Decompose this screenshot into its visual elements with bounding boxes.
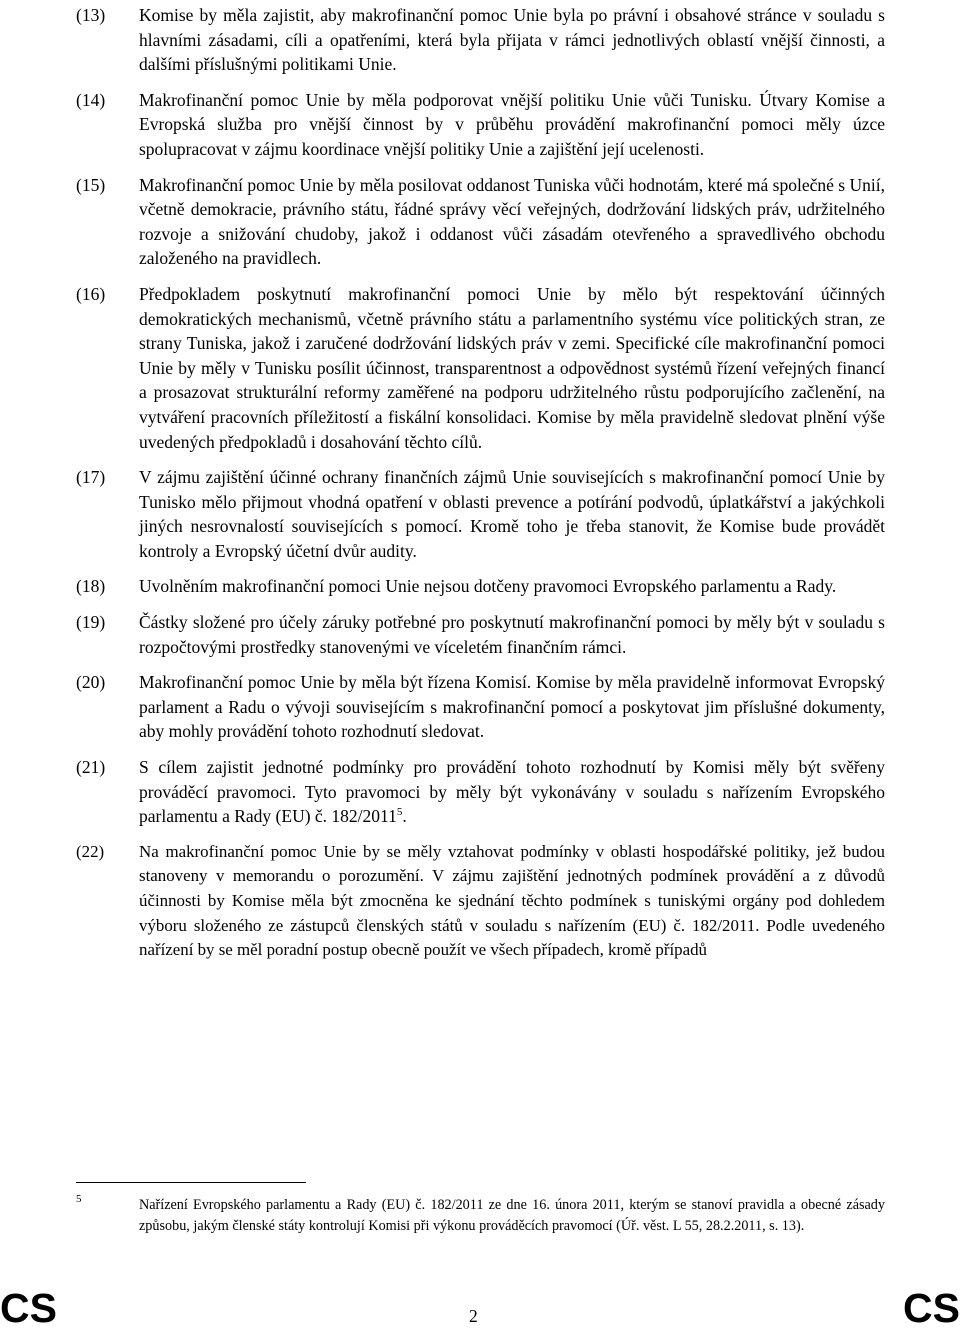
recital-number: (18) [76, 576, 106, 597]
footnote-text: Nařízení Evropského parlamentu a Rady (EU) č. 182/2011 ze dne 16. února 2011, kterým se stanoví pravidla a obecné zásady způsobu, jakým členské státy kontrolují Komisi při výkonu prováděcích pravomocí (Úř. věst. L 55, 28.2.2011, s. 13). [139, 1197, 885, 1234]
recital-number: (16) [76, 283, 106, 304]
recital-22 [0, 840, 885, 963]
language-code-right: CS [903, 1285, 960, 1331]
recital-number: (14) [76, 89, 106, 110]
recital-13 [0, 3, 885, 77]
recitals-list [0, 3, 960, 974]
recital-number: (21) [76, 757, 106, 778]
footnote-reference[interactable]: 5 [396, 806, 403, 819]
recital-16 [0, 282, 885, 454]
recital-number: (20) [76, 672, 106, 693]
recital-text: Makrofinanční pomoc Unie by měla posilovat oddanost Tuniska vůči hodnotám, které má společné s Unií, včetně demokracie, právního státu, řádné správy věcí veřejných, dodržování lidských práv, udržitelného rozvoje a snižování chudoby, jakož i oddanost vůči zásadám otevřeného a spravedlivého obchodu založeného na pravidlech. [139, 174, 885, 269]
recital-18 [0, 574, 885, 599]
recital-21 [0, 755, 885, 829]
recital-14 [0, 88, 885, 162]
recital-number: (19) [76, 612, 106, 633]
recital-text: Uvolněním makrofinanční pomoci Unie nejsou dotčeny pravomoci Evropského parlamentu a Rady. [139, 576, 837, 597]
recital-text-container [139, 755, 885, 829]
footnote [76, 1195, 885, 1237]
recital-17 [0, 465, 885, 563]
recital-text-end: . [402, 806, 407, 827]
recital-19 [0, 610, 885, 659]
recital-number: (17) [76, 467, 106, 488]
recital-number: (13) [76, 5, 106, 25]
recital-text: Makrofinanční pomoc Unie by měla podporovat vnější politiku Unie vůči Tunisku. Útvary Komise a Evropská služba pro vnější činnost by v průběhu provádění makrofinanční pomoci měly úzce spolupracovat v zájmu koordinace vnější politiky Unie a zajištění její ucelenosti. [139, 89, 885, 159]
footnote-number: 5 [76, 1193, 82, 1205]
recital-text: Makrofinanční pomoc Unie by měla být řízena Komisí. Komise by měla pravidelně informovat Evropský parlament a Radu o vývoji souvisejícím s makrofinanční pomocí a poskytovat jim příslušné dokumenty, aby mohly provádění tohoto rozhodnutí sledovat. [139, 672, 885, 742]
recital-20 [0, 670, 885, 744]
recital-number: (15) [76, 174, 106, 195]
page-number: 2 [469, 1306, 478, 1326]
language-code-left: CS [0, 1285, 57, 1331]
recital-text: Komise by měla zajistit, aby makrofinanční pomoc Unie byla po právní i obsahové stránce v souladu s hlavními zásadami, cíli a opatřeními, která byla přijata v rámci jednotlivých oblastí vnější činnosti, a dalšími příslušnými politikami Unie. [139, 5, 885, 75]
recital-number: (22) [76, 841, 105, 861]
recital-text: Na makrofinanční pomoc Unie by se měly vztahovat podmínky v oblasti hospodářské politiky, jež budou stanoveny v memorandu o porozumění. V zájmu zajištění jednotných podmínek provádění a z důvodů účinnosti by Komise měla být zmocněna ke sjednání těchto podmínek s tuniskými orgány pod dohledem výboru složeného ze zástupců členských států v souladu s nařízením (EU) č. 182/2011. Podle uvedeného nařízení by se měl poradní postup obecně použít ve všech případech, kromě případů [139, 841, 885, 960]
recital-15 [0, 173, 885, 271]
recital-text: Předpokladem poskytnutí makrofinanční pomoci Unie by mělo být respektování účinných demokratických mechanismů, včetně právního státu a parlamentního systému více politických stran, ze strany Tuniska, jakož i zaručené dodržování lidských práv v zemi. Specifické cíle makrofinanční pomoci Unie by měly v Tunisku posílit účinnost, transparentnost a odpovědnost systémů řízení veřejných financí a prosazovat strukturální reformy zaměřené na podporu udržitelného růstu podporujícího začlenění, na vytváření pracovních příležitostí a fiskální konsolidaci. Komise by měla pravidelně sledovat plnění výše uvedených předpokladů i dosahování těchto cílů. [139, 283, 885, 452]
recital-text: V zájmu zajištění účinné ochrany finančních zájmů Unie souvisejících s makrofinanční pomocí Unie by Tunisko mělo přijmout vhodná opatření v oblasti prevence a potírání podvodů, úplatkářství a jakýchkoli jiných nesrovnalostí souvisejících s pomocí. Kromě toho je třeba stanovit, že Komise bude provádět kontroly a Evropský účetní dvůr audity. [139, 467, 885, 561]
footnote-divider [76, 1182, 306, 1183]
recital-text: S cílem zajistit jednotné podmínky pro provádění tohoto rozhodnutí by Komisi měly být svěřeny prováděcí pravomoci. Tyto pravomoci by měly být vykonávány v souladu s nařízením Evropského parlamentu a Rady (EU) č. 182/2011 [139, 757, 885, 827]
recital-text: Částky složené pro účely záruky potřebné pro poskytnutí makrofinanční pomoci by měly být v souladu s rozpočtovými prostředky stanovenými ve víceletém finančním rámci. [139, 612, 885, 657]
